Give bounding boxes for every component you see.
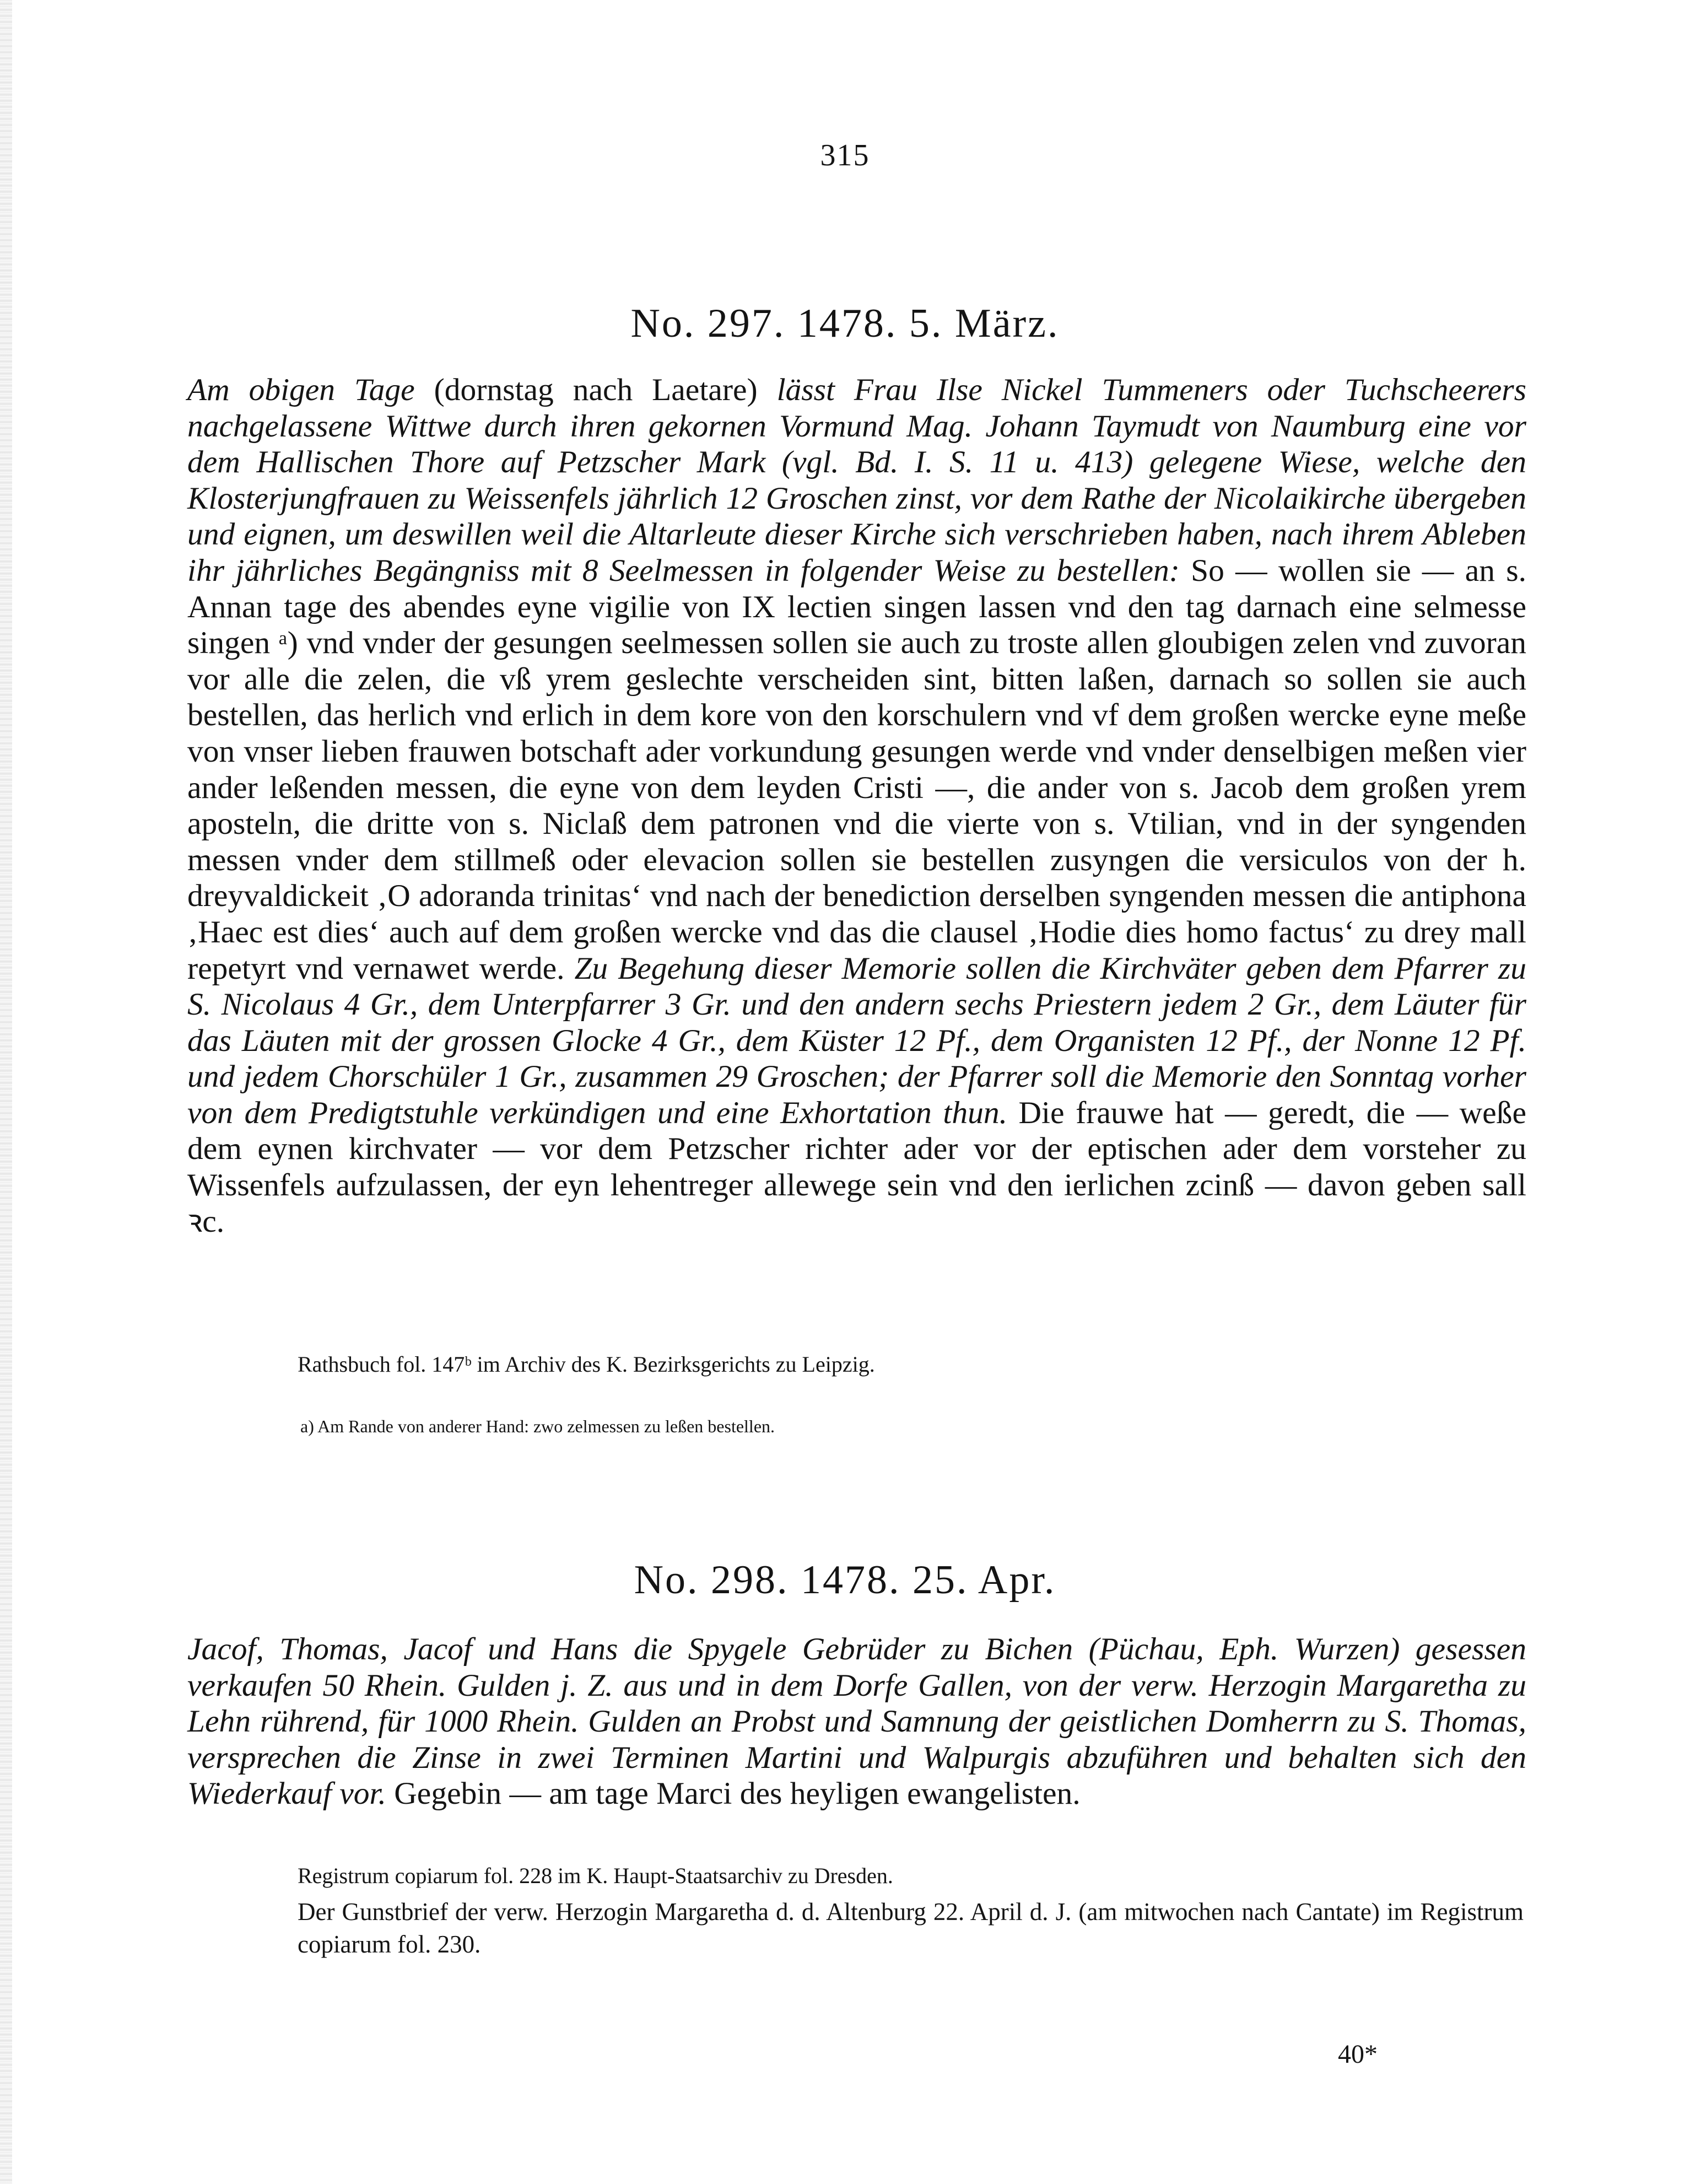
signature-mark: 40* [1338,2040,1378,2069]
body-italic-segment: Jacof, Thomas, Jacof und Hans die Spygele Gebrüder zu Bichen (Püchau, Eph. Wurzen) gesessen verkaufen 50 Rhein. Gulden j. Z. aus und in dem Dorfe Gallen, von der verw. Herzogin Margaretha zu Lehn rührend, für 1000 Rhein. Gulden an Probst und Samnung der geistlichen Domherrn zu S. Thomas, versprechen die Zinse in zwei Terminen Martini und Walpurgis abzuführen und behalten sich den Wiederkauf vor. [187,1632,1526,1811]
body-normal-segment: Die frauwe hat — geredt, die — weße dem eynen kirchvater — vor dem Petzscher richter ader vor der eptischen ader dem vorsteher zu Wissenfels aufzulassen, der eyn lehentreger allewege sein vnd den ierlichen zcinß — davon geben sall ꝛc. [187,1095,1526,1239]
body-normal-segment: Gegebin — am tage Marci des heyligen ewangelisten. [386,1776,1081,1811]
note-298: Der Gunstbrief der verw. Herzogin Margaretha d. d. Altenburg 22. April d. J. (am mitwochen nach Cantate) im Registrum copiarum fol. 230. [298,1898,1524,1958]
footnote-297: a) Am Rande von anderer Hand: zwo zelmessen zu leßen bestellen. [300,1416,775,1436]
body-italic-segment: lässt Frau Ilse Nickel Tummeners oder Tuchscheerers nachgelassene Wittwe durch ihren gekornen Vormund Mag. Johann Taymudt von Naumburg eine vor dem Hallischen Thore auf Petzscher Mark (vgl. Bd. I. S. 11 u. 413) gelegene Wiese, welche den Klosterjungfrauen zu Weissenfels jährlich 12 Groschen zinst, vor dem Rathe der Nicolaikirche übergeben und eignen, um deswillen weil die Altarleute dieser Kirche sich verschrieben haben, nach ihrem Ableben ihr jährliches Begängniss mit 8 Seelmessen in folgender Weise zu bestellen: [187,373,1526,588]
document-body-298 [187,1631,1526,1812]
document-body-297 [187,372,1526,1239]
document-heading-298: No. 298. 1478. 25. Apr. [634,1557,1056,1603]
body-italic-segment: Am obigen Tage [187,373,415,407]
document-heading-297: No. 297. 1478. 5. März. [630,301,1060,346]
body-normal-segment: So — wollen sie — an s. Annan tage des abendes eyne vigilie von IX lectien singen lassen vnd den tag darnach eine selmesse singen ᵃ) vnd vnder der gesungen seelmessen sollen sie auch zu troste allen gloubigen zelen vnd zuvoran vor alle die zelen, die vß yrem geslechte verscheiden sint, bitten laßen, darnach so sollen sie auch bestellen, das herlich vnd erlich in dem kore von den korschulern vnd vf dem großen wercke eyne meße von vnser lieben frauwen botschaft ader vorkundung gesungen werde vnd vnder denselbigen meßen vier ander leßenden messen, die eyne von dem leyden Cristi —, die ander von s. Jacob dem großen yrem aposteln, die dritte von s. Niclaß dem patronen vnd die vierte von s. Vtilian, vnd in der syngenden messen vnder dem stillmeß oder elevacion sollen sie bestellen zusyngen die versiculos von der h. dreyvaldickeit ‚O adoranda trinitas‘ vnd nach der benediction derselben syngenden messen die antiphona ‚Haec est dies‘ auch auf dem großen wercke vnd das die clausel ‚Hodie dies homo factus‘ zu drey mall repetyrt vnd vernawet werde. [187,553,1526,986]
source-citation-297: Rathsbuch fol. 147ᵇ im Archiv des K. Bezirksgerichts zu Leipzig. [298,1352,875,1377]
source-citation-298: Registrum copiarum fol. 228 im K. Haupt-Staatsarchiv zu Dresden. [298,1863,893,1888]
body-normal-segment: (dornstag nach Laetare) [414,373,777,407]
page-number: 315 [820,138,870,172]
body-italic-segment: Zu Begehung dieser Memorie sollen die Kirchväter geben dem Pfarrer zu S. Nicolaus 4 Gr., dem Unterpfarrer 3 Gr. und den andern sechs Priestern jedem 2 Gr., dem Läuter für das Läuten mit der grossen Glocke 4 Gr., dem Küster 12 Pf., dem Organisten 12 Pf., der Nonne 12 Pf. und jedem Chorschüler 1 Gr., zusammen 29 Groschen; der Pfarrer soll die Memorie den Sonntag vorher von dem Predigtstuhle verkündigen und eine Exhortation thun. [187,951,1526,1130]
